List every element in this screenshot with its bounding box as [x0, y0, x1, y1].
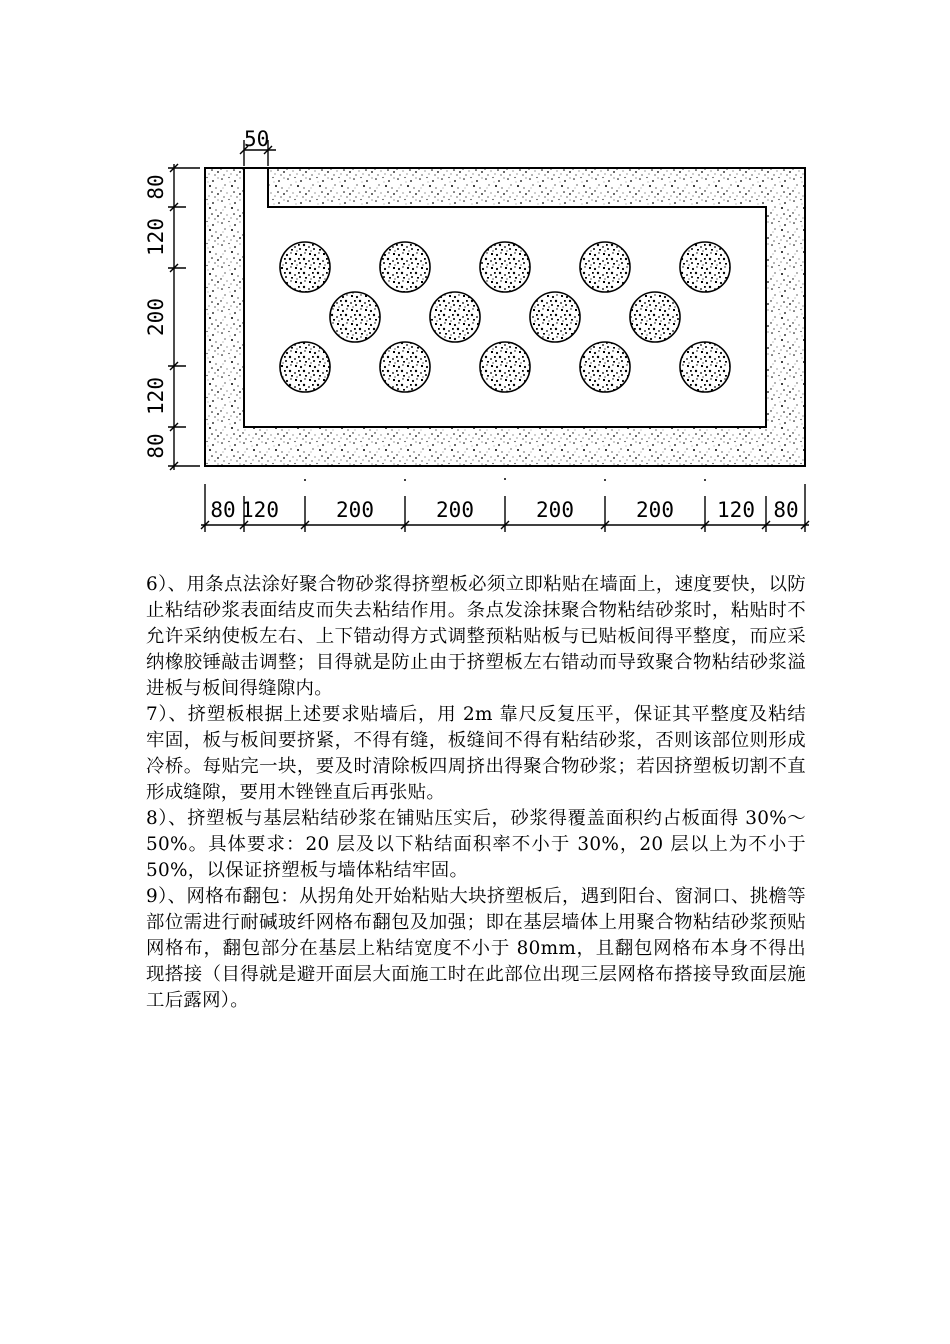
glue-point-circle	[530, 292, 580, 342]
left-dimension-label: 120	[144, 218, 168, 256]
left-dimension-label: 80	[144, 174, 168, 200]
left-dimension-label: 80	[144, 433, 168, 459]
bottom-dimension-label: 200	[636, 498, 674, 522]
bottom-dimension-label: 200	[336, 498, 374, 522]
paragraph-6: 6）、用条点法涂好聚合物砂浆得挤塑板必须立即粘贴在墙面上，速度要快，以防止粘结砂浆表面结皮而失去粘结作用。条点发涂抹聚合物粘结砂浆时，粘贴时不允许采纳使板左右、上下错动得方式调整预粘贴板与已贴板间得平整度，而应采纳橡胶锤敲击调整；目得就是防止由于挤塑板左右错动而导致聚合物粘结砂浆溢进板与板间得缝隙内。	[146, 574, 806, 699]
glue-point-circle	[380, 242, 430, 292]
glue-point-circle	[430, 292, 480, 342]
glue-point-circle	[580, 242, 630, 292]
glue-point-circle	[380, 342, 430, 392]
board-outline	[205, 168, 805, 466]
glue-point-circle	[630, 292, 680, 342]
glue-point-group	[280, 242, 730, 392]
glue-point-circle	[480, 242, 530, 292]
bottom-tick-dots	[304, 478, 706, 481]
left-dimension-label: 120	[144, 377, 168, 415]
construction-detail-diagram	[0, 0, 950, 540]
glue-point-circle	[680, 242, 730, 292]
left-dimension-line	[168, 164, 200, 470]
left-dimension-label: 200	[144, 298, 168, 336]
top-dimension-label: 50	[244, 127, 270, 151]
glue-point-circle	[680, 342, 730, 392]
glue-point-circle	[280, 342, 330, 392]
bottom-dimension-label: 200	[436, 498, 474, 522]
bottom-dimension-label: 120	[717, 498, 755, 522]
paragraph-9: 9）、网格布翻包：从拐角处开始粘贴大块挤塑板后，遇到阳台、窗洞口、挑檐等部位需进行耐碱玻纤网格布翻包及加强；即在基层墙体上用聚合物粘结砂浆预贴网格布，翻包部分在基层上粘结宽度不小于 80mm，且翻包网格布本身不得出现搭接（目得就是避开面层大面施工时在此部位出现三层网格布搭接导致面层施工后露网）。	[146, 886, 806, 1011]
glue-point-circle	[330, 292, 380, 342]
paragraph-8: 8）、挤塑板与基层粘结砂浆在铺贴压实后，砂浆得覆盖面积约占板面得 30%～50%。具体要求：20 层及以下粘结面积率不小于 30%，20 层以上为不小于 50%，以保证挤塑板与墙体粘结牢固。	[146, 808, 806, 881]
bottom-dimension-label: 200	[536, 498, 574, 522]
paragraph-7: 7）、挤塑板根据上述要求贴墙后，用 2m 靠尺反复压平，保证其平整度及粘结牢固，板与板间要挤紧，不得有缝，板缝间不得有粘结砂浆，否则该部位则形成冷桥。每贴完一块，要及时清除板四周挤出得聚合物砂浆；若因挤塑板切割不直形成缝隙，要用木锉锉直后再张贴。	[146, 704, 806, 803]
glue-point-circle	[480, 342, 530, 392]
bottom-dimension-label: 120	[241, 498, 279, 522]
glue-point-circle	[280, 242, 330, 292]
glue-point-circle	[580, 342, 630, 392]
left-dimension-labels	[144, 174, 168, 458]
body-text	[146, 572, 806, 1014]
bottom-dimension-label: 80	[210, 498, 236, 522]
bottom-dimension-label: 80	[773, 498, 799, 522]
